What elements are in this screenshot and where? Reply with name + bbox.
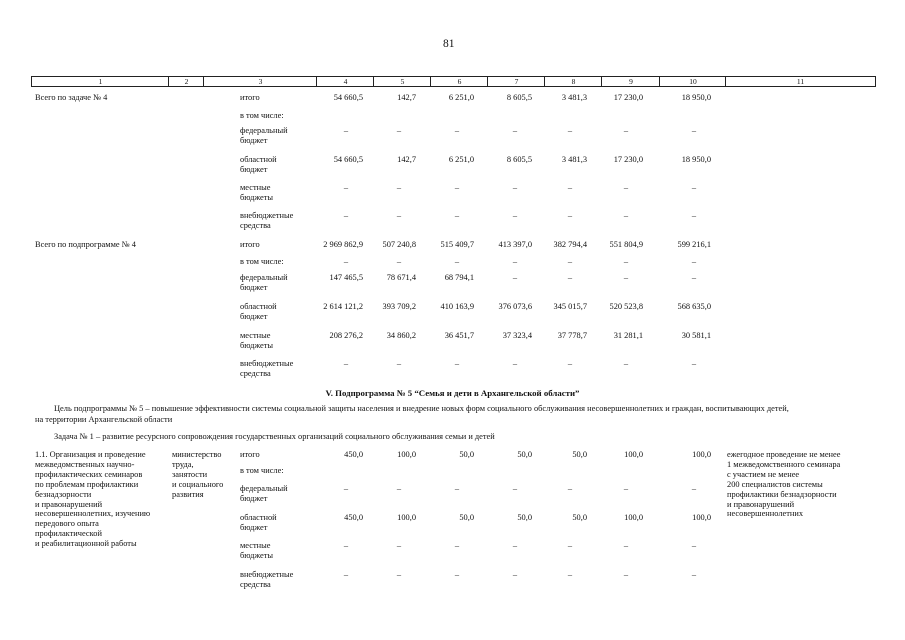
cell-value: – <box>567 257 573 266</box>
header-col-7: 7 <box>514 77 519 86</box>
cell-value: 54 660,5 <box>333 93 363 102</box>
cell-value: – <box>623 570 629 579</box>
row-label: внебюджетные средства <box>240 570 294 589</box>
cell-value: 17 230,0 <box>613 155 643 164</box>
cell-value: – <box>343 570 349 579</box>
cell-value: – <box>691 257 697 266</box>
header-col-5: 5 <box>400 77 405 86</box>
cell-value: – <box>512 257 518 266</box>
row-label: федеральный бюджет <box>240 484 288 503</box>
cell-value: 50,0 <box>572 513 587 522</box>
cell-value: – <box>512 570 518 579</box>
cell-value: 3 481,3 <box>561 93 587 102</box>
cell-value: 551 804,9 <box>609 240 643 249</box>
cell-value: 345 015,7 <box>553 302 587 311</box>
cell-value: 36 451,7 <box>444 331 474 340</box>
cell-value: – <box>623 359 629 368</box>
cell-value: – <box>691 570 697 579</box>
cell-value: 30 581,1 <box>681 331 711 340</box>
cell-value: 3 481,3 <box>561 155 587 164</box>
row-label: в том числе: <box>240 257 284 266</box>
cell-value: 208 276,2 <box>329 331 363 340</box>
cell-value: 68 794,1 <box>444 273 474 282</box>
task-text: Задача № 1 – развитие ресурсного сопровождения государственных организаций социального обслуживания семьи и детей <box>54 432 495 441</box>
cell-value: 520 523,8 <box>609 302 643 311</box>
cell-value: 50,0 <box>459 513 474 522</box>
row-label: областной бюджет <box>240 513 277 532</box>
cell-value: 8 605,5 <box>506 93 532 102</box>
cell-value: – <box>343 484 349 493</box>
cell-value: 100,0 <box>397 513 416 522</box>
row-label: итого <box>240 240 260 249</box>
row-label: в том числе: <box>240 111 284 120</box>
cell-value: – <box>623 273 629 282</box>
row-label: в том числе: <box>240 466 284 475</box>
block-label: Всего по подпрограмме № 4 <box>35 240 136 249</box>
cell-value: – <box>691 211 697 220</box>
cell-value: 100,0 <box>692 450 711 459</box>
cell-value: 507 240,8 <box>382 240 416 249</box>
header-divider <box>373 77 374 86</box>
cell-value: – <box>512 359 518 368</box>
cell-value: – <box>567 273 573 282</box>
cell-value: – <box>396 126 402 135</box>
cell-value: – <box>691 359 697 368</box>
cell-value: 2 614 121,2 <box>323 302 363 311</box>
row-label: внебюджетные средства <box>240 211 294 230</box>
measure-result: ежегодное проведение не менее 1 межведомственного семинара с участием не менее 200 специалистов системы профилактики безнадзорности и правонарушений несовершеннолетних <box>727 450 841 519</box>
cell-value: – <box>454 257 460 266</box>
row-label: федеральный бюджет <box>240 126 288 145</box>
cell-value: 147 465,5 <box>329 273 363 282</box>
cell-value: 34 860,2 <box>386 331 416 340</box>
cell-value: 599 216,1 <box>677 240 711 249</box>
cell-value: – <box>623 211 629 220</box>
cell-value: – <box>343 183 349 192</box>
header-col-4: 4 <box>343 77 348 86</box>
row-label: итого <box>240 93 260 102</box>
cell-value: 18 950,0 <box>681 93 711 102</box>
goal-text: Цель подпрограммы № 5 – повышение эффективности системы социальной защиты населения и внедрение новых форм социального обслуживания несовершеннолетних и граждан, воспитывающих детей, на территории Архангельской области <box>35 404 789 424</box>
cell-value: 142,7 <box>397 155 416 164</box>
header-divider <box>168 77 169 86</box>
cell-value: 142,7 <box>397 93 416 102</box>
cell-value: 78 671,4 <box>386 273 416 282</box>
cell-value: – <box>454 211 460 220</box>
cell-value: 50,0 <box>572 450 587 459</box>
cell-value: – <box>396 484 402 493</box>
cell-value: 450,0 <box>344 450 363 459</box>
block-label: Всего по задаче № 4 <box>35 93 108 102</box>
row-label: местные бюджеты <box>240 183 274 202</box>
cell-value: – <box>512 484 518 493</box>
cell-value: – <box>454 359 460 368</box>
cell-value: 50,0 <box>517 450 532 459</box>
header-divider <box>487 77 488 86</box>
header-col-3: 3 <box>258 77 263 86</box>
header-divider <box>203 77 204 86</box>
cell-value: – <box>343 359 349 368</box>
cell-value: 100,0 <box>624 450 643 459</box>
cell-value: – <box>623 541 629 550</box>
cell-value: – <box>396 570 402 579</box>
header-divider <box>430 77 431 86</box>
cell-value: 50,0 <box>517 513 532 522</box>
row-label: областной бюджет <box>240 302 277 321</box>
cell-value: 450,0 <box>344 513 363 522</box>
cell-value: 50,0 <box>459 450 474 459</box>
cell-value: – <box>567 126 573 135</box>
cell-value: – <box>454 541 460 550</box>
cell-value: – <box>691 273 697 282</box>
cell-value: 410 163,9 <box>440 302 474 311</box>
cell-value: – <box>396 211 402 220</box>
cell-value: – <box>567 183 573 192</box>
cell-value: – <box>396 359 402 368</box>
header-col-8: 8 <box>571 77 576 86</box>
cell-value: – <box>454 126 460 135</box>
cell-value: 2 969 862,9 <box>323 240 363 249</box>
cell-value: – <box>512 541 518 550</box>
cell-value: 376 073,6 <box>498 302 532 311</box>
cell-value: 17 230,0 <box>613 93 643 102</box>
cell-value: – <box>567 570 573 579</box>
cell-value: – <box>512 183 518 192</box>
cell-value: 100,0 <box>397 450 416 459</box>
cell-value: 382 794,4 <box>553 240 587 249</box>
header-divider <box>316 77 317 86</box>
cell-value: – <box>343 126 349 135</box>
measure-executor: министерство труда, занятости и социального развития <box>172 450 224 499</box>
cell-value: 37 778,7 <box>557 331 587 340</box>
cell-value: – <box>343 257 349 266</box>
header-col-1: 1 <box>98 77 103 86</box>
cell-value: 568 635,0 <box>677 302 711 311</box>
header-divider <box>725 77 726 86</box>
row-label: местные бюджеты <box>240 331 274 350</box>
row-label: местные бюджеты <box>240 541 274 560</box>
cell-value: – <box>567 359 573 368</box>
cell-value: 8 605,5 <box>506 155 532 164</box>
cell-value: – <box>567 211 573 220</box>
cell-value: 54 660,5 <box>333 155 363 164</box>
section-title: V. Подпрограмма № 5 “Семья и дети в Архангельской области” <box>325 388 580 398</box>
header-col-6: 6 <box>457 77 462 86</box>
cell-value: – <box>623 183 629 192</box>
row-label: итого <box>240 450 260 459</box>
cell-value: – <box>623 257 629 266</box>
cell-value: – <box>691 541 697 550</box>
header-divider <box>659 77 660 86</box>
cell-value: 413 397,0 <box>498 240 532 249</box>
cell-value: – <box>454 570 460 579</box>
cell-value: – <box>623 484 629 493</box>
header-divider <box>544 77 545 86</box>
cell-value: – <box>343 211 349 220</box>
cell-value: – <box>454 183 460 192</box>
measure-name: 1.1. Организация и проведение межведомственных научно- профилактических семинаров по проблемам профилактики безнадзорности и правонарушений несовершеннолетних, изучению передового опыта профилактической и реабилитационной работы <box>35 450 151 549</box>
cell-value: 100,0 <box>692 513 711 522</box>
header-divider <box>601 77 602 86</box>
cell-value: – <box>396 257 402 266</box>
cell-value: 18 950,0 <box>681 155 711 164</box>
cell-value: – <box>512 273 518 282</box>
row-label: внебюджетные средства <box>240 359 294 378</box>
cell-value: – <box>623 126 629 135</box>
cell-value: 100,0 <box>624 513 643 522</box>
cell-value: – <box>691 183 697 192</box>
cell-value: 37 323,4 <box>502 331 532 340</box>
header-col-11: 11 <box>796 77 805 86</box>
cell-value: – <box>512 211 518 220</box>
cell-value: 6 251,0 <box>448 155 474 164</box>
cell-value: – <box>396 541 402 550</box>
cell-value: 515 409,7 <box>440 240 474 249</box>
header-col-9: 9 <box>629 77 633 86</box>
cell-value: – <box>396 183 402 192</box>
row-label: областной бюджет <box>240 155 277 174</box>
cell-value: 393 709,2 <box>382 302 416 311</box>
cell-value: – <box>567 541 573 550</box>
cell-value: – <box>343 541 349 550</box>
page-number: 81 <box>443 38 455 50</box>
cell-value: – <box>454 484 460 493</box>
cell-value: – <box>567 484 573 493</box>
cell-value: – <box>691 484 697 493</box>
header-col-2: 2 <box>184 77 189 86</box>
cell-value: – <box>512 126 518 135</box>
table-header-row <box>31 76 876 87</box>
cell-value: 31 281,1 <box>613 331 643 340</box>
header-col-10: 10 <box>689 77 697 86</box>
cell-value: 6 251,0 <box>448 93 474 102</box>
row-label: федеральный бюджет <box>240 273 288 292</box>
cell-value: – <box>691 126 697 135</box>
